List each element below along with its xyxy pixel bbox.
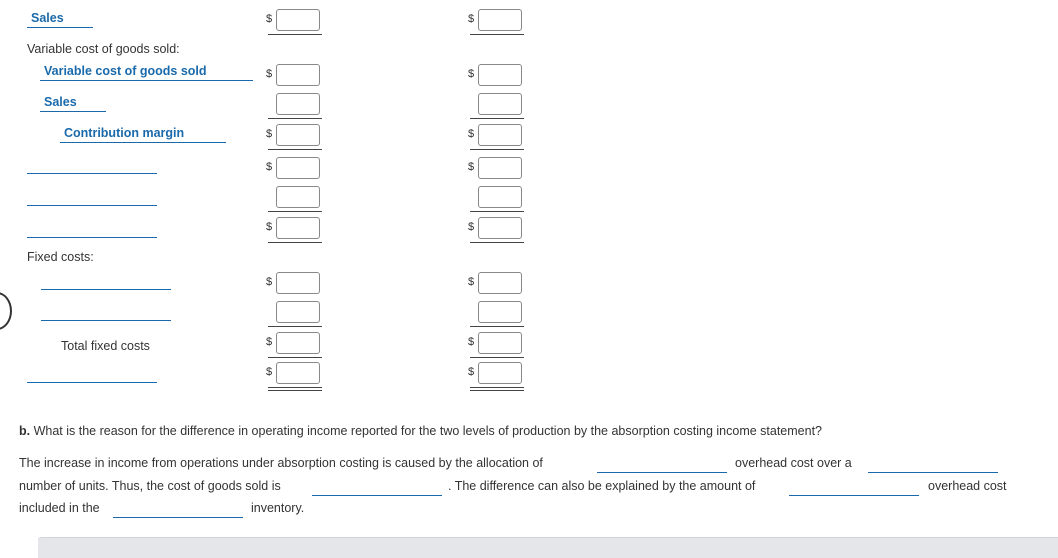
col1-row-total-fixed (266, 330, 328, 358)
fixed-cost-blank-2[interactable] (41, 307, 171, 321)
col2-row-fixed1 (468, 270, 530, 298)
dollar-sign: $ (266, 221, 273, 233)
col1-row-blank1 (266, 155, 328, 183)
sales-sub-select[interactable]: Sales (40, 94, 106, 112)
double-underline (268, 390, 322, 391)
underline (470, 242, 524, 243)
answer-line3-b: inventory. (251, 501, 305, 515)
underline (268, 34, 322, 35)
dollar-sign: $ (468, 13, 475, 25)
question-b (19, 424, 822, 438)
underline (268, 149, 322, 150)
col2-row-fixed2 (468, 299, 530, 327)
col1-row-fixed2 (266, 299, 328, 327)
amount-input[interactable] (478, 272, 522, 294)
col1-row-sales-sub (266, 91, 328, 119)
sales-select[interactable]: Sales (27, 10, 93, 28)
answer-line2-a: number of units. Thus, the cost of goods sold is (19, 479, 281, 493)
underline (470, 357, 524, 358)
col2-row-blank1 (468, 155, 530, 183)
dollar-sign: $ (468, 128, 475, 140)
underline (470, 387, 524, 388)
dollar-sign: $ (266, 366, 273, 378)
amount-input[interactable] (276, 93, 320, 115)
amount-input[interactable] (276, 217, 320, 239)
underline (268, 387, 322, 388)
col2-row-blank2 (468, 184, 530, 212)
amount-input[interactable] (478, 9, 522, 31)
amount-input[interactable] (478, 93, 522, 115)
amount-input[interactable] (276, 301, 320, 323)
final-row-blank[interactable] (27, 369, 157, 383)
underline (268, 211, 322, 212)
amount-input[interactable] (478, 124, 522, 146)
answer-blank-cogs[interactable] (312, 482, 442, 496)
fixed-costs-header: Fixed costs: (27, 250, 94, 264)
amount-input[interactable] (478, 157, 522, 179)
underline (470, 149, 524, 150)
underline (268, 326, 322, 327)
amount-input[interactable] (478, 217, 522, 239)
amount-input[interactable] (276, 124, 320, 146)
amount-input[interactable] (276, 332, 320, 354)
dollar-sign: $ (468, 366, 475, 378)
dollar-sign: $ (468, 336, 475, 348)
underline (470, 34, 524, 35)
double-underline (470, 390, 524, 391)
col2-row-sales (468, 7, 530, 35)
col2-row-final (468, 360, 530, 388)
underline (470, 211, 524, 212)
col2-row-sales-sub (468, 91, 530, 119)
col1-row-fixed1 (266, 270, 328, 298)
col1-row-vcgs (266, 62, 328, 90)
answer-line1-b: overhead cost over a (735, 456, 852, 470)
col1-row-sales (266, 7, 328, 35)
underline (268, 242, 322, 243)
amount-input[interactable] (276, 186, 320, 208)
contribution-margin-select[interactable]: Contribution margin (60, 125, 226, 143)
dollar-sign: $ (468, 276, 475, 288)
amount-input[interactable] (478, 64, 522, 86)
underline (268, 118, 322, 119)
variable-cost-header: Variable cost of goods sold: (27, 42, 180, 56)
col2-row-vcgs (468, 62, 530, 90)
amount-input[interactable] (478, 332, 522, 354)
dollar-sign: $ (266, 276, 273, 288)
answer-blank-units-size[interactable] (868, 459, 998, 473)
amount-input[interactable] (478, 301, 522, 323)
dollar-sign: $ (266, 68, 273, 80)
dollar-sign: $ (266, 336, 273, 348)
amount-input[interactable] (276, 64, 320, 86)
question-b-prefix: b. (19, 424, 31, 438)
dollar-sign: $ (266, 161, 273, 173)
underline (268, 357, 322, 358)
dollar-sign: $ (468, 68, 475, 80)
underline (470, 326, 524, 327)
answer-line2-b: . The difference can also be explained by the amount of (448, 479, 756, 493)
amount-input[interactable] (276, 9, 320, 31)
nav-circle-edge[interactable] (0, 292, 12, 330)
dollar-sign: $ (266, 128, 273, 140)
col1-row-blank3 (266, 215, 328, 243)
amount-input[interactable] (276, 362, 320, 384)
col2-row-contribution (468, 122, 530, 150)
amount-input[interactable] (276, 157, 320, 179)
row-label-blank-1[interactable] (27, 160, 157, 174)
total-fixed-costs-label: Total fixed costs (61, 339, 150, 353)
row-label-blank-3[interactable] (27, 224, 157, 238)
dollar-sign: $ (468, 161, 475, 173)
col1-row-contribution (266, 122, 328, 150)
dollar-sign: $ (468, 221, 475, 233)
answer-line3-a: included in the (19, 501, 100, 515)
col1-row-final (266, 360, 328, 388)
variable-cost-select[interactable]: Variable cost of goods sold (40, 63, 253, 81)
underline (470, 118, 524, 119)
fixed-cost-blank-1[interactable] (41, 276, 171, 290)
col1-row-blank2 (266, 184, 328, 212)
answer-blank-overhead-type[interactable] (597, 459, 727, 473)
bottom-panel-bar (38, 537, 1058, 558)
row-label-blank-2[interactable] (27, 192, 157, 206)
amount-input[interactable] (478, 362, 522, 384)
answer-line1-a: The increase in income from operations under absorption costing is caused by the allocation of (19, 456, 543, 470)
amount-input[interactable] (276, 272, 320, 294)
dollar-sign: $ (266, 13, 273, 25)
answer-blank-inventory-type[interactable] (113, 504, 243, 518)
answer-line2-c: overhead cost (928, 479, 1007, 493)
answer-blank-overhead-amount[interactable] (789, 482, 919, 496)
amount-input[interactable] (478, 186, 522, 208)
col2-row-total-fixed (468, 330, 530, 358)
question-b-text: What is the reason for the difference in operating income reported for the two levels of production by the absorption costing income statement? (33, 424, 823, 438)
col2-row-blank3 (468, 215, 530, 243)
